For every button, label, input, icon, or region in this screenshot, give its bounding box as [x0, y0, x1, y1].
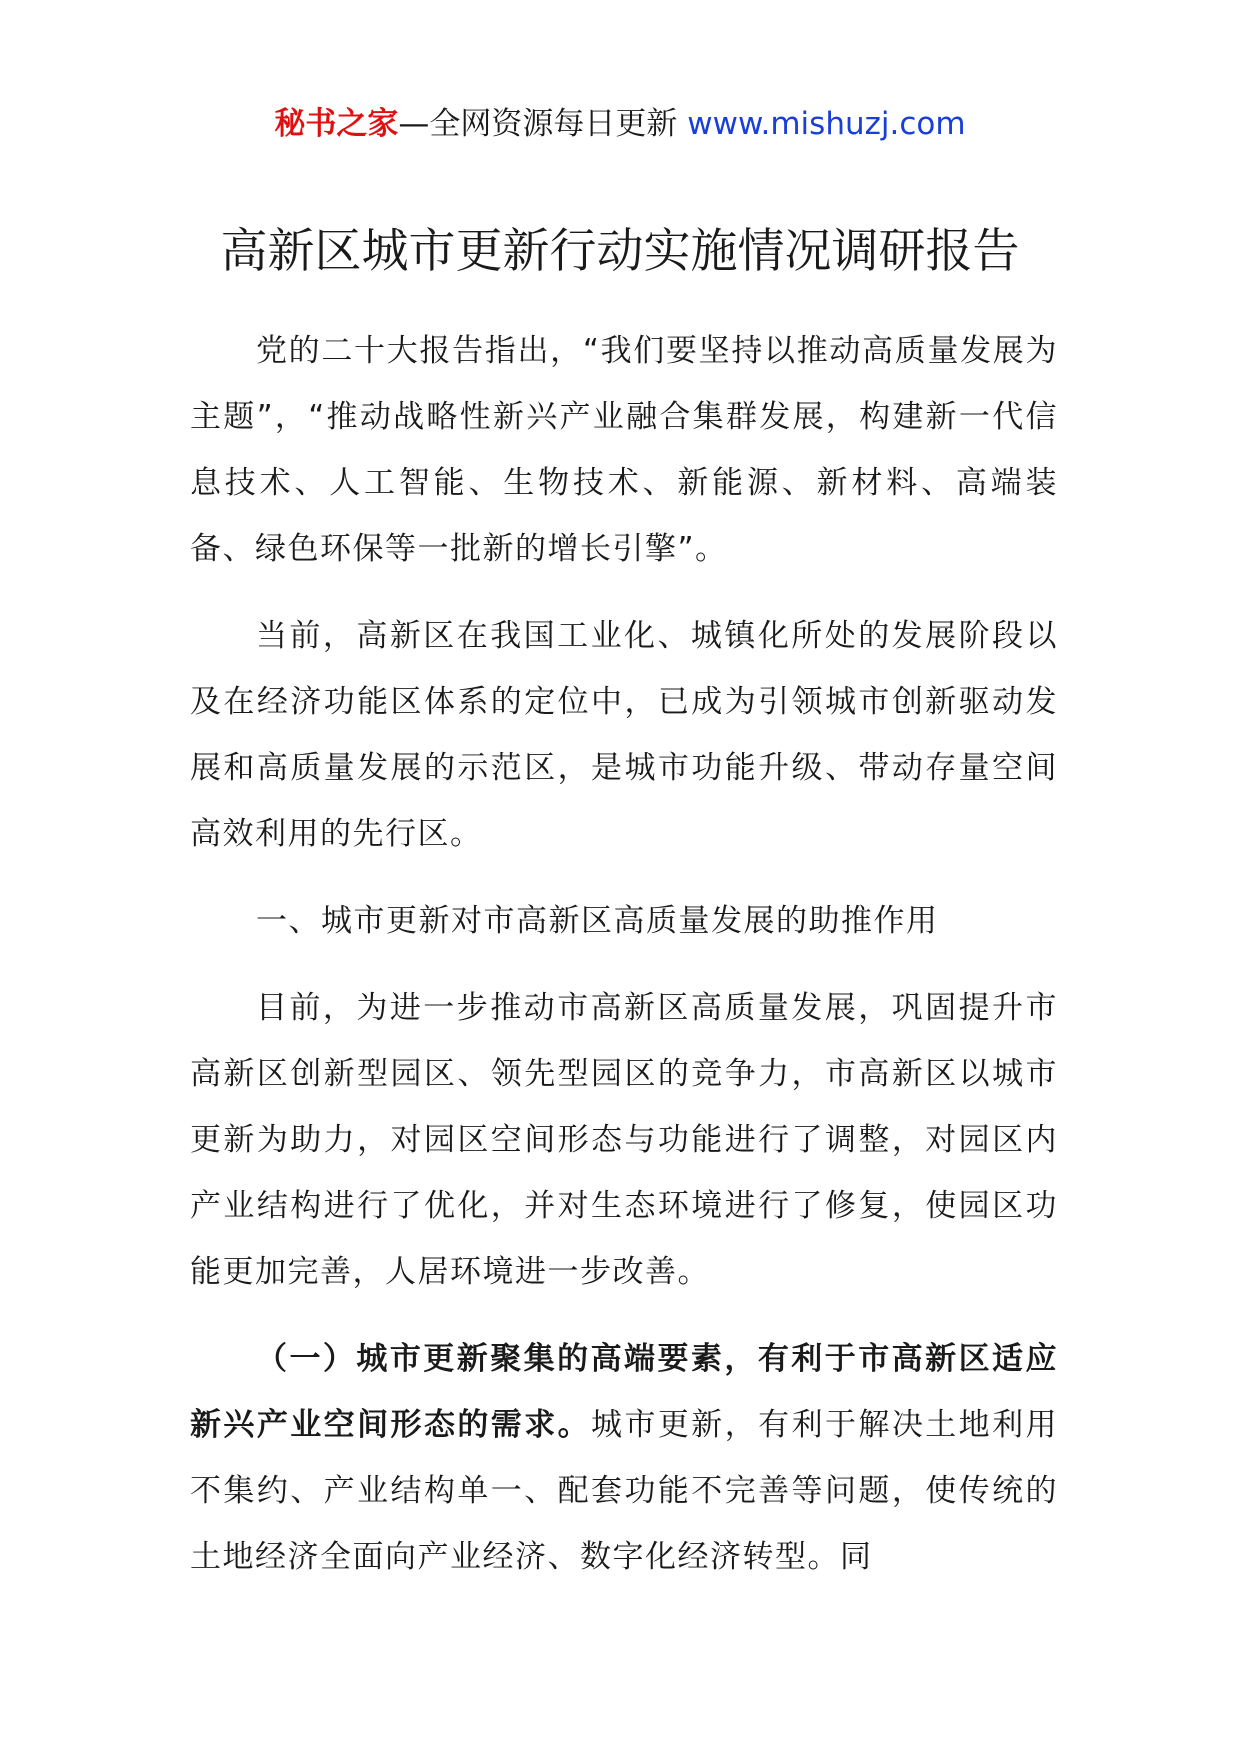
site-brand: 秘书之家	[274, 106, 399, 142]
section-heading-1: 一、城市更新对市高新区高质量发展的助推作用	[256, 903, 939, 939]
document-title: 高新区城市更新行动实施情况调研报告	[220, 224, 1020, 279]
site-url-link[interactable]: www.mishuzj.com	[687, 106, 966, 142]
paragraph-current-status: 当前，高新区在我国工业化、城镇化所处的发展阶段以及在经济功能区体系的定位中，已成为引领城市创新驱动发展和高质量发展的示范区，是城市功能升级、带动存量空间高效利用的先行区。	[190, 618, 1058, 852]
paragraph-section-1: 目前，为进一步推动市高新区高质量发展，巩固提升市高新区创新型园区、领先型园区的竞争力，市高新区以城市更新为助力，对园区空间形态与功能进行了调整，对园区内产业结构进行了优化，并对生态环境进行了修复，使园区功能更加完善，人居环境进一步改善。	[190, 990, 1058, 1290]
site-header	[0, 100, 1240, 148]
subsection-1-text: 城市更新，有利于解决土地利用不集约、产业结构单一、配套功能不完善等问题，使传统的土地经济全面向产业经济、数字化经济转型。同	[190, 1407, 1059, 1575]
paragraph-subsection-1	[190, 1326, 1058, 1590]
document-body	[190, 318, 1058, 1611]
site-tagline: —全网资源每日更新	[398, 106, 688, 142]
paragraph-intro: 党的二十大报告指出，“我们要坚持以推动高质量发展为主题”，“推动战略性新兴产业融合集群发展，构建新一代信息技术、人工智能、生物技术、新能源、新材料、高端装备、绿色环保等一批新的增长引擎”。	[190, 333, 1058, 567]
subsection-1-heading: （一）城市更新聚集的高端要素，有利于市高新区适应新兴产业空间形态的需求。	[190, 1341, 1058, 1443]
